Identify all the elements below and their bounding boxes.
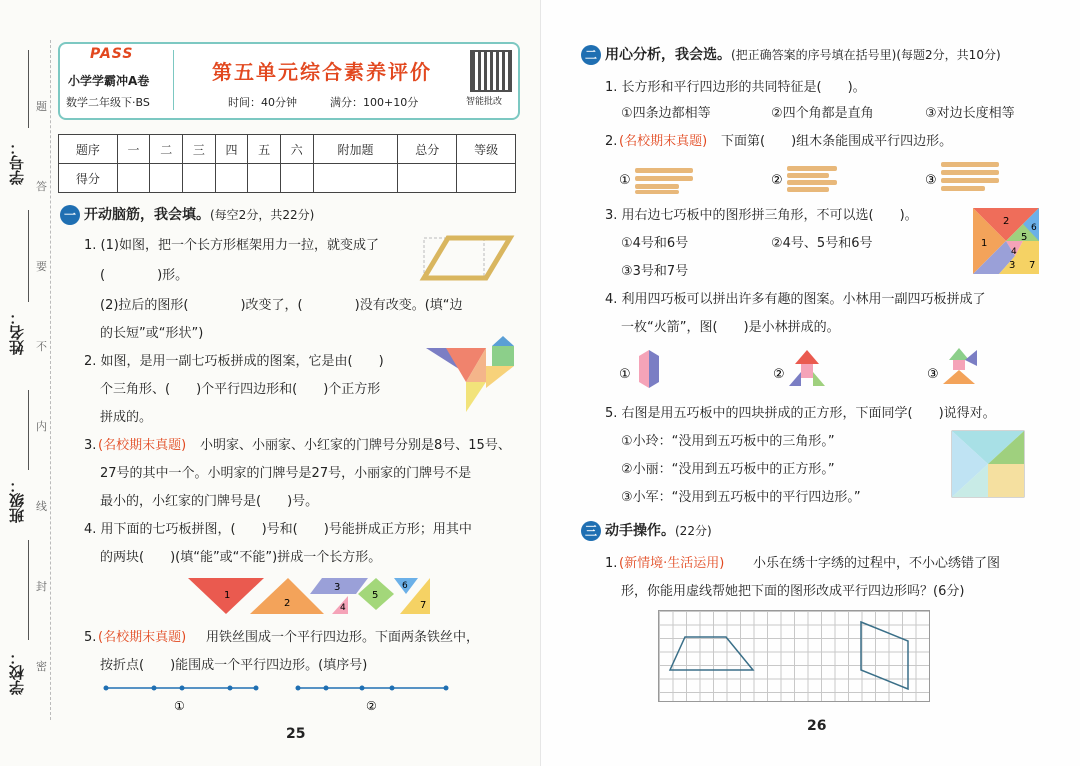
option-label: ③ — [927, 367, 939, 382]
seal-char: 密 — [36, 660, 47, 673]
wood-sticks-figure — [619, 160, 1019, 196]
option-text[interactable]: ②4号、5号和6号 — [771, 236, 873, 251]
quadrilateral-shape — [861, 622, 908, 689]
table-cell: 四 — [215, 135, 248, 164]
piece-label: 7 — [1029, 260, 1036, 271]
option-text[interactable]: ②小丽：“没用到五巧板中的正方形。” — [621, 462, 835, 477]
wire-options-figure — [100, 682, 470, 716]
seal-char: 题 — [36, 100, 47, 113]
section-note: (22分) — [675, 524, 712, 538]
school-line — [28, 540, 30, 640]
question-text: 个三角形、( )个平行四边形和( )个正方形 — [100, 382, 381, 397]
brand-logo: PASS — [90, 46, 134, 62]
seal-char: 要 — [36, 260, 47, 273]
tangram-bird-figure — [426, 334, 522, 414]
option-text[interactable]: ③对边长度相等 — [925, 106, 1015, 121]
question-text: 最小的，小红家的门牌号是( )号。 — [100, 494, 319, 509]
name-line — [28, 210, 30, 302]
section-title-text: 动手操作。 — [605, 523, 675, 539]
wire-label: ② — [366, 699, 377, 713]
option-text[interactable]: ②四个角都是直角 — [771, 106, 874, 121]
seal-char: 内 — [36, 420, 47, 433]
score-input-cell[interactable] — [280, 164, 313, 193]
student-number-label: 学号： — [8, 140, 26, 185]
score-input-cell[interactable] — [457, 164, 516, 193]
name-label: 姓名： — [8, 310, 26, 355]
piece-label: 3 — [334, 582, 341, 593]
question-text: 一枚“火箭”，图( )是小林拼成的。 — [621, 320, 840, 335]
piece-label: 7 — [420, 600, 427, 611]
section-note: (把正确答案的序号填在括号里)(每题2分，共10分) — [731, 48, 1001, 62]
five-piece-square-figure — [951, 430, 1025, 498]
option-label: ① — [619, 367, 631, 382]
table-row — [59, 164, 516, 193]
piece-label: 6 — [1031, 223, 1037, 233]
option-label: ② — [773, 367, 785, 382]
score-input-cell[interactable] — [150, 164, 183, 193]
question-text: 2. 如图，是用一副七巧板拼成的图案，它是由( ) — [84, 354, 384, 369]
piece-label: 2 — [1003, 216, 1010, 227]
option-label: ② — [771, 173, 783, 188]
table-cell: 总分 — [398, 135, 457, 164]
question-text: 4. 用下面的七巧板拼图，( )号和( )号能拼成正方形；用其中 — [84, 522, 472, 537]
section-2-title — [581, 44, 1001, 65]
question-text: 小明家、小丽家、小红家的门牌号分别是8号、15号、 — [200, 438, 511, 453]
full-score: 满分：100+10分 — [330, 96, 419, 109]
question-text: 1. 长方形和平行四边形的共同特征是( )。 — [605, 80, 866, 95]
tangram-pieces-figure — [188, 576, 448, 618]
parallelogram-frame-figure — [418, 234, 516, 284]
section-number: 二 — [581, 45, 601, 65]
piece-label: 1 — [981, 238, 988, 249]
source-tag: (名校期末真题) — [619, 134, 708, 149]
option-text[interactable]: ③3号和7号 — [621, 264, 689, 279]
seal-char: 答 — [36, 180, 47, 193]
question-text: 的长短”或“形状”) — [100, 326, 204, 341]
seal-char: 不 — [36, 340, 47, 353]
section-1-title — [60, 204, 314, 225]
source-tag: (新情境·生活运用) — [619, 556, 725, 571]
page-number: 25 — [286, 726, 306, 742]
section-number: 三 — [581, 521, 601, 541]
score-table — [58, 134, 516, 193]
option-text[interactable]: ①小玲：“没用到五巧板中的三角形。” — [621, 434, 835, 449]
seal-char: 线 — [36, 500, 47, 513]
score-input-cell[interactable] — [117, 164, 150, 193]
option-label: ③ — [925, 173, 937, 188]
section-3-title — [581, 520, 712, 541]
page-title: 第五单元综合素养评价 — [212, 60, 432, 84]
question-number: 1. — [605, 556, 618, 571]
piece-label: 6 — [402, 581, 408, 591]
rocket-options-figure — [619, 346, 1019, 392]
question-text: 小乐在绣十字绣的过程中，不小心绣错了图 — [753, 556, 1001, 571]
question-text: 27号的其中一个。小明家的门牌号是27号，小丽家的门牌号不是 — [100, 466, 472, 481]
source-tag: (名校期末真题) — [98, 630, 187, 645]
question-text: 4. 利用四巧板可以拼出许多有趣的图案。小林用一副四巧板拼成了 — [605, 292, 986, 307]
question-text: 的两块( )(填“能”或“不能”)拼成一个长方形。 — [100, 550, 382, 565]
piece-label: 2 — [284, 598, 291, 609]
piece-label: 3 — [1009, 260, 1016, 271]
question-text: 3. 用右边七巧板中的图形拼三角形，不可以选( )。 — [605, 208, 918, 223]
score-input-cell[interactable] — [215, 164, 248, 193]
question-text: 形，你能用虚线帮她把下面的图形改成平行四边形吗？(6分) — [621, 584, 965, 599]
subject-grade: 数学二年级下·BS — [66, 96, 150, 109]
table-cell: 二 — [150, 135, 183, 164]
cut-line — [50, 40, 51, 720]
table-row — [59, 135, 516, 164]
section-note: (每空2分，共22分) — [210, 208, 315, 222]
wire-label: ① — [174, 699, 185, 713]
table-cell: 等级 — [457, 135, 516, 164]
piece-label: 4 — [1011, 247, 1017, 257]
trapezoid-shape — [670, 637, 753, 670]
section-title-text: 开动脑筋，我会填。 — [84, 207, 210, 223]
tangram-square-figure — [973, 208, 1041, 274]
table-cell: 附加题 — [313, 135, 398, 164]
seal-char: 封 — [36, 580, 47, 593]
question-text: 用铁丝围成一个平行四边形。下面两条铁丝中， — [206, 630, 480, 645]
section-number: 一 — [60, 205, 80, 225]
section-title-text: 用心分析，我会选。 — [605, 47, 731, 63]
grid-shapes — [658, 610, 930, 702]
piece-label: 4 — [340, 603, 346, 613]
question-text: 5. 右图是用五巧板中的四块拼成的正方形，下面同学( )说得对。 — [605, 406, 996, 421]
class-line — [28, 390, 30, 470]
table-cell: 三 — [183, 135, 216, 164]
question-text: 1. (1)如图，把一个长方形框架用力一拉，就变成了 — [84, 238, 379, 253]
piece-label: 1 — [224, 590, 231, 601]
table-cell: 六 — [280, 135, 313, 164]
option-text[interactable]: ①四条边都相等 — [621, 106, 711, 121]
class-label: 班级： — [8, 478, 26, 523]
page-number: 26 — [807, 718, 827, 734]
table-cell: 得分 — [59, 164, 118, 193]
option-text[interactable]: ①4号和6号 — [621, 236, 689, 251]
student-number-line — [28, 50, 30, 128]
question-number: 3. — [84, 438, 97, 453]
score-input-cell[interactable] — [313, 164, 398, 193]
option-text[interactable]: ③小军：“没用到五巧板中的平行四边形。” — [621, 490, 861, 505]
exam-header — [58, 42, 520, 120]
source-tag: (名校期末真题) — [98, 438, 187, 453]
qr-label: 智能批改 — [466, 97, 503, 107]
qr-code-icon — [470, 50, 512, 92]
question-text: 下面第( )组木条能围成平行四边形。 — [721, 134, 953, 149]
table-cell: 五 — [248, 135, 281, 164]
table-cell: 一 — [117, 135, 150, 164]
option-label: ① — [619, 173, 631, 188]
score-input-cell[interactable] — [248, 164, 281, 193]
piece-label: 5 — [372, 590, 379, 601]
table-cell: 题序 — [59, 135, 118, 164]
exam-time: 时间：40分钟 — [228, 96, 297, 109]
question-text: ( )形。 — [100, 268, 189, 283]
question-number: 5. — [84, 630, 97, 645]
header-divider — [173, 50, 174, 110]
question-number: 2. — [605, 134, 618, 149]
score-input-cell[interactable] — [398, 164, 457, 193]
school-label: 学校： — [8, 650, 26, 695]
score-input-cell[interactable] — [183, 164, 216, 193]
series-name: 小学学霸冲A卷 — [68, 74, 150, 88]
question-text: (2)拉后的图形( )改变了，( )没有改变。(填“边 — [100, 298, 463, 313]
question-text: 拼成的。 — [100, 410, 153, 425]
question-text: 按折点( )能围成一个平行四边形。(填序号) — [100, 658, 368, 673]
piece-label: 5 — [1021, 232, 1028, 243]
